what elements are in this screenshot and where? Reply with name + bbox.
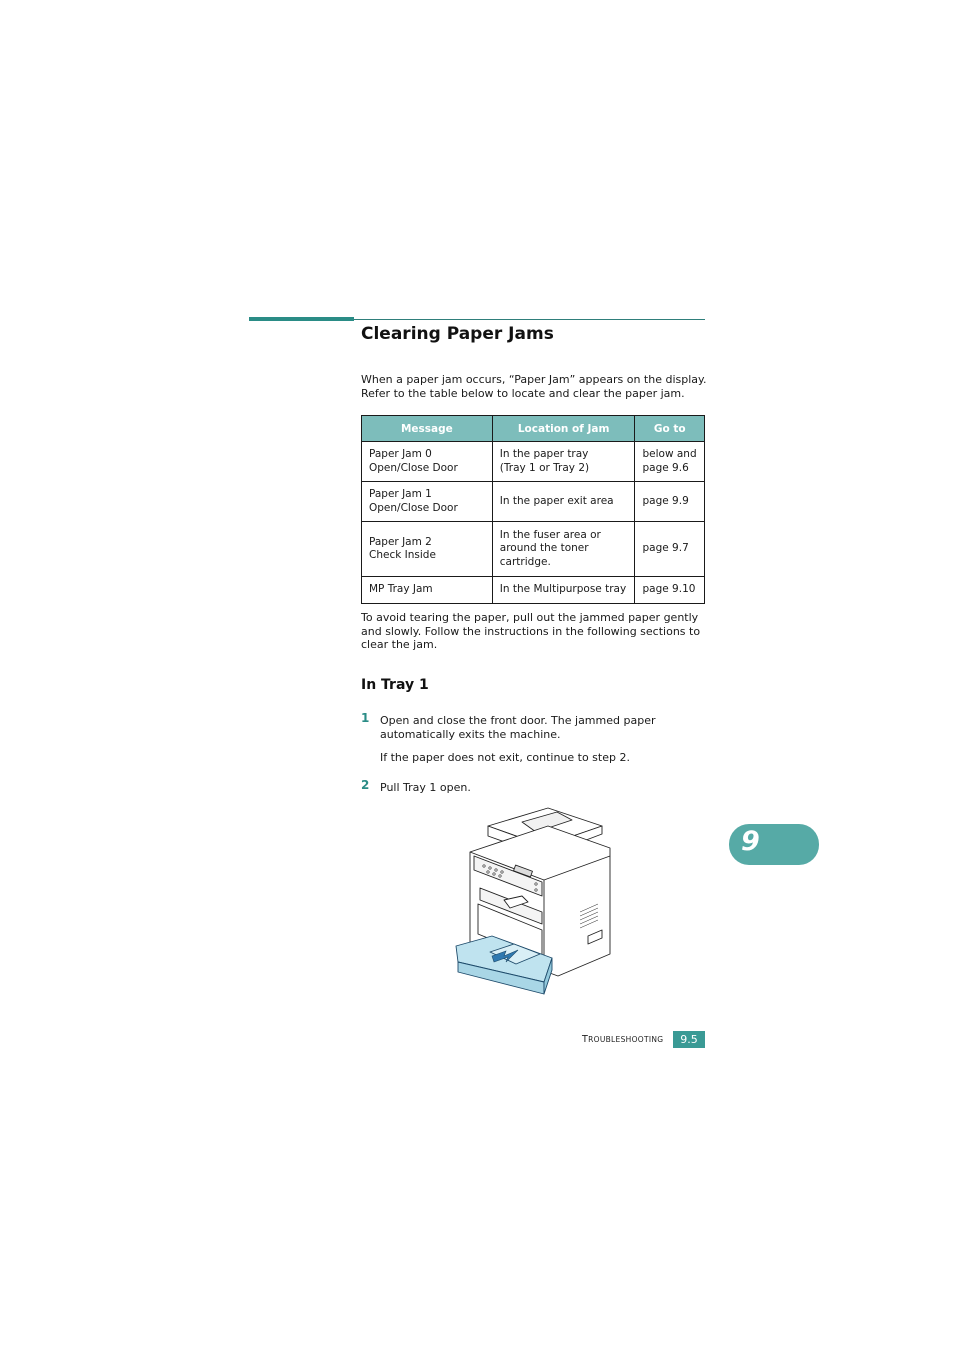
step-number: 2 — [361, 778, 370, 792]
intro-line-2: Refer to the table below to locate and clear the paper jam. — [361, 386, 685, 400]
intro-paragraph — [361, 373, 711, 400]
table-row — [362, 442, 705, 482]
cell-message: Paper Jam 1 Open/Close Door — [362, 482, 493, 522]
cell-goto: page 9.7 — [635, 522, 705, 577]
footer-page-number: 9.5 — [673, 1031, 705, 1048]
section-rule-accent — [249, 317, 354, 321]
cell-message: Paper Jam 0 Open/Close Door — [362, 442, 493, 482]
cell-message: Paper Jam 2 Check Inside — [362, 522, 493, 577]
header-goto: Go to — [635, 416, 705, 442]
cell-location: In the fuser area or around the toner cartridge. — [492, 522, 635, 577]
header-message: Message — [362, 416, 493, 442]
table-row — [362, 522, 705, 577]
chapter-number: 9 — [741, 826, 760, 857]
cell-goto: page 9.10 — [635, 577, 705, 604]
cell-message: MP Tray Jam — [362, 577, 493, 604]
subsection-title: In Tray 1 — [361, 677, 429, 693]
paper-jam-table — [361, 415, 705, 604]
step-note: If the paper does not exit, continue to step 2. — [380, 751, 630, 764]
step-number: 1 — [361, 711, 370, 725]
step-text: Pull Tray 1 open. — [380, 781, 471, 794]
header-location: Location of Jam — [492, 416, 635, 442]
cell-location: In the Multipurpose tray — [492, 577, 635, 604]
after-table-paragraph: To avoid tearing the paper, pull out the jammed paper gently and slowly. Follow the instructions in the following sections to clear the jam. — [361, 611, 701, 652]
step-text: Open and close the front door. The jammed paper automatically exits the machine. — [380, 714, 656, 741]
footer-section-label: TROUBLESHOOTING — [582, 1034, 664, 1045]
cell-goto: page 9.9 — [635, 482, 705, 522]
table-row — [362, 482, 705, 522]
printer-tray-open-icon — [452, 804, 618, 996]
section-title: Clearing Paper Jams — [361, 324, 554, 344]
table-row — [362, 577, 705, 604]
table-header-row — [362, 416, 705, 442]
cell-goto: below and page 9.6 — [635, 442, 705, 482]
intro-line-1: When a paper jam occurs, “Paper Jam” appears on the display. — [361, 373, 707, 386]
chapter-tab — [729, 824, 819, 865]
cell-location: In the paper tray (Tray 1 or Tray 2) — [492, 442, 635, 482]
cell-location: In the paper exit area — [492, 482, 635, 522]
